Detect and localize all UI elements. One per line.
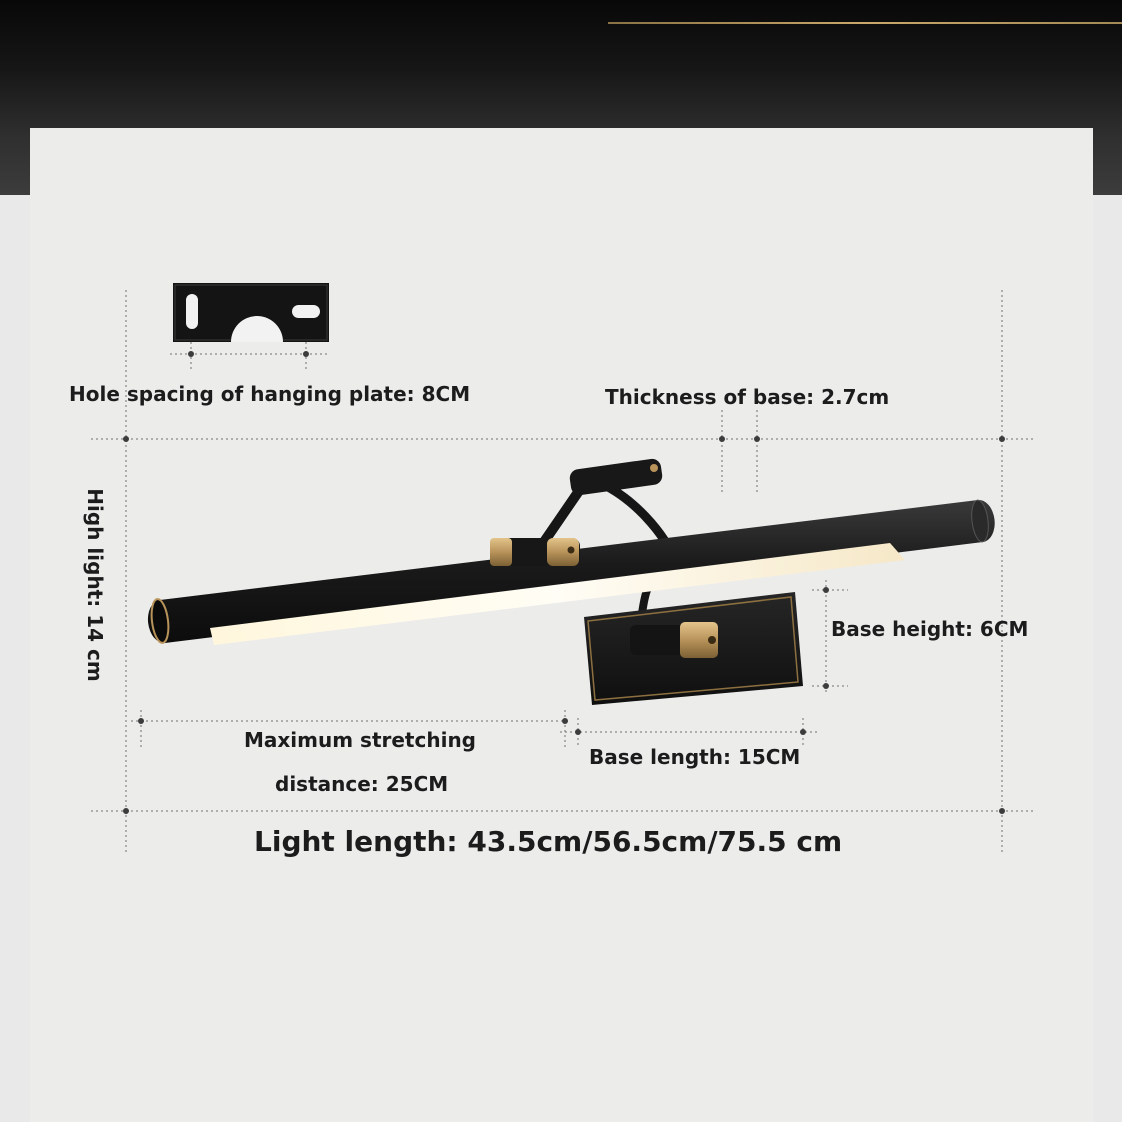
base-thickness-label: Thickness of base: 2.7cm — [605, 385, 890, 409]
base-height-label: Base height: 6CM — [831, 617, 1029, 641]
hole-spacing-label: Hole spacing of hanging plate: 8CM — [69, 382, 471, 406]
base-length-label: Base length: 15CM — [589, 745, 801, 769]
hanging-plate — [173, 283, 329, 342]
max-stretch-label-line1: Maximum stretching — [244, 728, 476, 752]
max-stretch-label-line2: distance: 25CM — [275, 772, 449, 796]
base-knuckle — [630, 622, 718, 658]
high-light-label: High light: 14 cm — [83, 488, 107, 682]
light-length-label: Light length: 43.5cm/56.5cm/75.5 cm — [254, 825, 843, 858]
